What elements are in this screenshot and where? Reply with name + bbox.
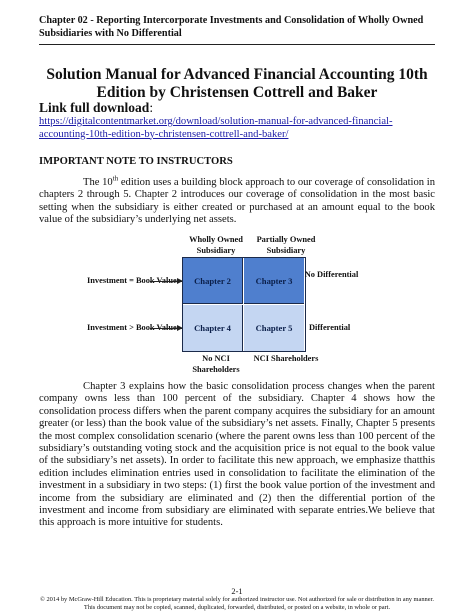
bottom-label-no-nci: No NCI Shareholders: [192, 354, 240, 374]
cell-chapter-5: Chapter 5: [244, 305, 304, 351]
intro-paragraph-superscript: th: [112, 174, 119, 183]
link-heading-colon: :: [149, 100, 154, 115]
row-label-equal-book-value: Investment = Book Value: [87, 276, 177, 285]
arrow-row-2: [150, 328, 182, 329]
cell-chapter-4: Chapter 4: [183, 305, 243, 351]
right-label-no-differential: No Differential: [304, 270, 359, 279]
header-divider: [39, 44, 435, 45]
link-heading-label: Link full download: [39, 100, 150, 115]
col-head-wholly-owned: Wholly Owned Subsidiary: [189, 235, 243, 255]
intro-paragraph-rest: edition uses a building block approach to our coverage of consolidation in chapters 2 through 5. Chapter 2 introduces our coverage of consolidation in the most basic setting when the subsidiary is either created or purchased at an amount equal to the book value of the subsidiary’s underlying net assets.: [39, 177, 435, 226]
chapter-header: Chapter 02 - Reporting Intercorporate Investments and Consolidation of Wholly Owned Subsidiaries with No Differential: [39, 15, 424, 39]
intro-paragraph-start: The 10: [83, 177, 113, 188]
cell-chapter-2: Chapter 2: [183, 258, 243, 304]
download-link[interactable]: https://digitalcontentmarket.org/download/solution-manual-for-advanced-financial-accounting-10th-edition-by-christensen-cottrell-and-baker/: [39, 116, 393, 140]
copyright-footer: © 2014 by McGraw-Hill Education. This is proprietary material solely for authorized instructor use. Not authorized for sale or distribution in any manner. This document may not be copied, scanned, duplicated, forwarded, distributed, or posted on a website, in whole or part.: [40, 596, 434, 611]
link-heading: [39, 100, 153, 116]
intro-paragraph: [39, 174, 435, 227]
arrow-row-1: [150, 281, 182, 282]
right-label-differential: Differential: [309, 323, 351, 332]
bottom-label-nci: NCI Shareholders: [253, 354, 319, 363]
body-paragraph: [39, 381, 435, 530]
col-head-partially-owned: Partially Owned Subsidiary: [256, 235, 316, 255]
page-number: 2-1: [231, 587, 243, 596]
note-heading: IMPORTANT NOTE TO INSTRUCTORS: [39, 156, 233, 167]
document-title: Solution Manual for Advanced Financial Accounting 10th Edition by Christensen Cottrell and Baker: [46, 66, 428, 101]
body-paragraph-text: Chapter 3 explains how the basic consolidation process changes when the parent company owns less than 100 percent of the subsidiary. Chapter 4 shows how the consolidation process differs when the parent company acquires the subsidiary for an amount greater (or less) than the book value of the subsidiary’s net assets. Finally, Chapter 5 presents the most complex consolidation scenario (where the parent owns less than 100 percent of the subsidiary’s outstanding voting stock and the acquisition price is not equal to the book value of the subsidiary’s net assets). In order to facilitate this new approach, we emphasize thatthis edition includes elimination entries used in consolidation to facilitate the elimination of the investment in a subsidiary in two steps: (1) first the book value portion of the investment and income from the subsidiary are eliminated and (2) then the differential portion of the investment and income from subsidiary are eliminated with separate entries.We believe that this approach is more intuitive for students.: [39, 381, 435, 529]
row-label-greater-book-value: Investment > Book Value: [87, 323, 177, 332]
cell-chapter-3: Chapter 3: [244, 258, 304, 304]
chapter-matrix: [182, 257, 306, 352]
